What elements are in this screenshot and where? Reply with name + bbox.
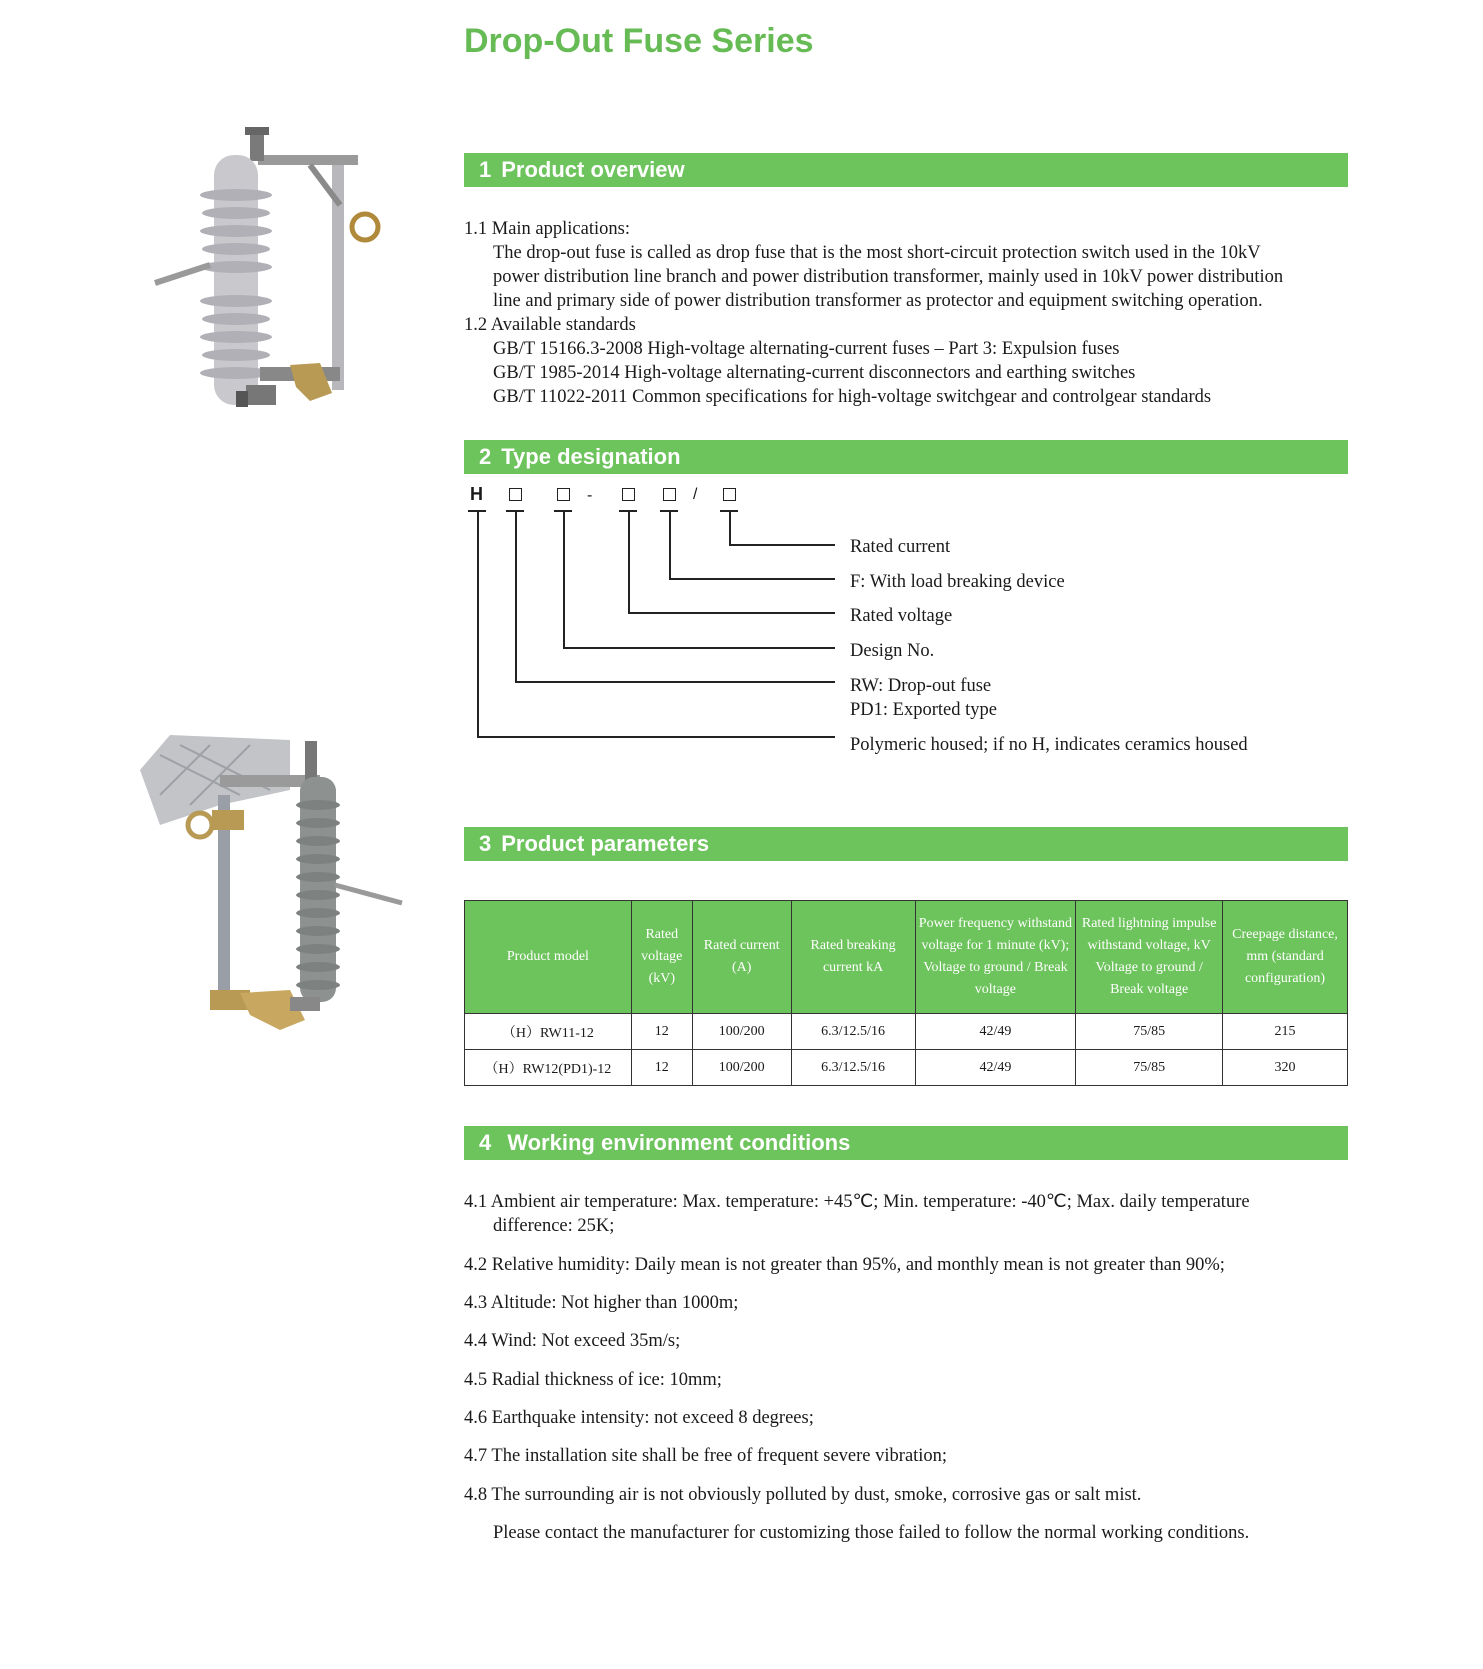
- column-header: Product model: [465, 901, 632, 1014]
- designation-slash: /: [693, 486, 698, 503]
- designation-label: Rated voltage: [850, 606, 953, 626]
- section-title: Type designation: [501, 444, 681, 469]
- leader-line: [669, 510, 671, 579]
- column-header: Rated lightning impulse withstand voltage, kV Voltage to ground / Break voltage: [1076, 901, 1223, 1014]
- section-number: 2: [479, 444, 492, 469]
- leader-line: [669, 578, 835, 580]
- section-title: Product parameters: [501, 831, 710, 856]
- table-row: [465, 1050, 1348, 1086]
- table-cell: 75/85: [1076, 1050, 1223, 1086]
- section-title: Product overview: [501, 157, 685, 182]
- column-header: Rated current (A): [692, 901, 791, 1014]
- column-header: Power frequency withstand voltage for 1 minute (kV); Voltage to ground / Break voltage: [915, 901, 1076, 1014]
- leader-line: [729, 544, 835, 546]
- designation-box: [509, 488, 522, 501]
- table-row: [465, 1014, 1348, 1050]
- designation-dash: -: [587, 487, 593, 504]
- section-header-parameters: [464, 827, 1348, 861]
- fuse-photo-ceramic: [150, 125, 390, 430]
- column-header: Rated voltage (kV): [631, 901, 692, 1014]
- designation-label: Design No.: [850, 641, 935, 661]
- designation-box: [557, 488, 570, 501]
- table-cell: （H）RW12(PD1)-12: [465, 1050, 632, 1086]
- leader-line: [563, 510, 565, 648]
- condition-item: 4.7 The installation site shall be free of frequent severe vibration;: [464, 1446, 948, 1466]
- table-cell: 12: [631, 1050, 692, 1086]
- page-title: Drop-Out Fuse Series: [464, 22, 814, 60]
- condition-item: 4.3 Altitude: Not higher than 1000m;: [464, 1293, 739, 1313]
- table-cell: 215: [1223, 1014, 1348, 1050]
- table-cell: （H）RW11-12: [465, 1014, 632, 1050]
- table-cell: 6.3/12.5/16: [791, 1050, 915, 1086]
- section-header-overview: [464, 153, 1348, 187]
- overview-line: The drop-out fuse is called as drop fuse that is the most short-circuit protection switch used in the 10kV: [493, 243, 1261, 263]
- condition-item: 4.1 Ambient air temperature: Max. temperature: +45℃; Min. temperature: -40℃; Max. daily temperature: [464, 1192, 1250, 1212]
- section-number: 1: [479, 157, 492, 182]
- overview-line: power distribution line branch and power distribution transformer, mainly used in 10kV power distribution: [493, 267, 1284, 287]
- table-cell: 6.3/12.5/16: [791, 1014, 915, 1050]
- overview-line: 1.2 Available standards: [464, 315, 636, 335]
- condition-item: 4.5 Radial thickness of ice: 10mm;: [464, 1370, 722, 1390]
- condition-item: difference: 25K;: [493, 1216, 615, 1236]
- column-header: Rated breaking current kA: [791, 901, 915, 1014]
- overview-line: line and primary side of power distribution transformer as protector and equipment switching operation.: [493, 291, 1263, 311]
- designation-label: Polymeric housed; if no H, indicates ceramics housed: [850, 735, 1248, 755]
- table-cell: 100/200: [692, 1014, 791, 1050]
- condition-item: 4.4 Wind: Not exceed 35m/s;: [464, 1331, 681, 1351]
- condition-item: 4.2 Relative humidity: Daily mean is not greater than 95%, and monthly mean is not greater than 90%;: [464, 1255, 1225, 1275]
- table-cell: 320: [1223, 1050, 1348, 1086]
- table-cell: 12: [631, 1014, 692, 1050]
- leader-line: [628, 510, 630, 613]
- contact-note: Please contact the manufacturer for customizing those failed to follow the normal working conditions.: [493, 1523, 1250, 1543]
- table-cell: 42/49: [915, 1014, 1076, 1050]
- section-number: 4: [479, 1130, 492, 1155]
- designation-letter-h: H: [470, 484, 483, 504]
- leader-line: [628, 612, 835, 614]
- leader-line: [515, 510, 517, 682]
- section-header-designation: [464, 440, 1348, 474]
- standard-item: GB/T 11022-2011 Common specifications for high-voltage switchgear and controlgear standards: [493, 387, 1212, 407]
- designation-box: [622, 488, 635, 501]
- leader-line: [729, 510, 731, 545]
- leader-line: [477, 736, 835, 738]
- designation-label: RW: Drop-out fuse: [850, 676, 992, 696]
- table-cell: 100/200: [692, 1050, 791, 1086]
- overview-line: 1.1 Main applications:: [464, 219, 630, 239]
- standard-item: GB/T 1985-2014 High-voltage alternating-current disconnectors and earthing switches: [493, 363, 1136, 383]
- table-cell: 75/85: [1076, 1014, 1223, 1050]
- section-number: 3: [479, 831, 492, 856]
- table-header-row: [465, 901, 1348, 1014]
- condition-item: 4.6 Earthquake intensity: not exceed 8 degrees;: [464, 1408, 814, 1428]
- table-cell: 42/49: [915, 1050, 1076, 1086]
- column-header: Creepage distance, mm (standard configuration): [1223, 901, 1348, 1014]
- leader-line: [477, 510, 479, 737]
- designation-label: PD1: Exported type: [850, 700, 997, 720]
- designation-label: F: With load breaking device: [850, 572, 1065, 592]
- designation-box: [663, 488, 676, 501]
- standard-item: GB/T 15166.3-2008 High-voltage alternating-current fuses – Part 3: Expulsion fuses: [493, 339, 1120, 359]
- section-title: Working environment conditions: [507, 1130, 851, 1155]
- parameters-table: [464, 900, 1348, 1086]
- section-header-environment: [464, 1126, 1348, 1160]
- condition-item: 4.8 The surrounding air is not obviously polluted by dust, smoke, corrosive gas or salt mist.: [464, 1485, 1142, 1505]
- fuse-photo-polymeric: [140, 735, 410, 1035]
- designation-box: [723, 488, 736, 501]
- leader-line: [563, 647, 835, 649]
- leader-line: [515, 681, 835, 683]
- designation-label: Rated current: [850, 537, 951, 557]
